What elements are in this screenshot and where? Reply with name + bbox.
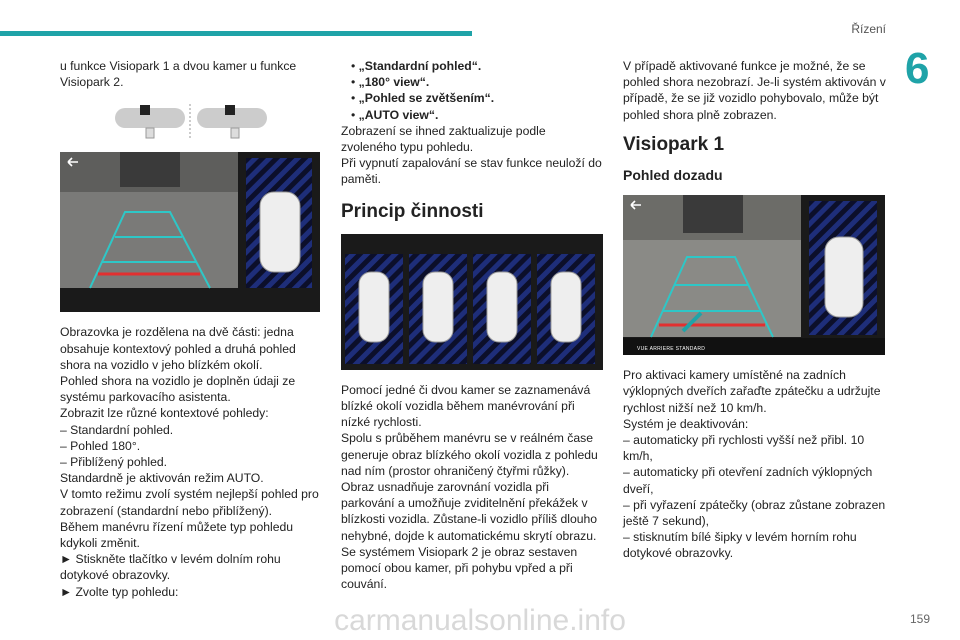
- column-3: V případě aktivované funkce je možné, že se pohled shora nezobrazí. Je-li systém aktivován v případě, že se již vozidlo pohybovalo, může být pohled shora plně zobrazen. Visiopark 1 Pohled dozadu VUE ARRIERE STANDARD Pro aktivaci kamery umístěné na zadních výklopných dveřích zařaďte zpátečku a udržujte rychlost nižší než 10 km/h. Systém je deaktivován: – automaticky při rychlosti vyšší než přibl. 10 km/h, – automaticky při otevření zadních výklopných dveří, – při vyřazení zpátečky (obraz zůstane zobrazen ještě 7 sekund), – stisknutím bílé šipky v levém horním rohu dotykové obrazovky.: [623, 58, 893, 562]
- section-label: Řízení: [851, 22, 886, 36]
- view-mode-button[interactable]: VUE ARRIERE STANDARD: [637, 346, 706, 353]
- intro-text: u funkce Visiopark 1 a dvou kamer u funkce Visiopark 2.: [60, 59, 297, 90]
- mirror-right-icon: [197, 105, 267, 138]
- watermark: carmanualsonline.info: [334, 604, 626, 637]
- bullet-standard: • „Standardní pohled“.: [351, 59, 482, 73]
- mirror-icons-illustration: [60, 102, 320, 142]
- page-number: 159: [909, 612, 930, 626]
- chapter-number: 6: [905, 44, 930, 93]
- rear-camera-screen: [623, 195, 885, 355]
- bullet-zoom: • „Pohled se zvětšením“.: [351, 91, 495, 106]
- subheading-rear-view: Pohled dozadu: [623, 167, 723, 184]
- col1-body: Obrazovka je rozdělena na dvě části: jedna obsahuje kontextový pohled a druhá pohled shora na vozidlo v jeho blízkém okolí. Pohled shora na vozidlo je doplněn údaji ze systému parkovacího asistenta. Zobrazit lze různé kontextové pohledy: – Standardní pohled. – Pohled 180°. – Přiblížený pohled. Standardně je aktivován režim AUTO. V tomto režimu zvolí systém nejlepší pohled pro zobrazení (standardní nebo přiblížený). Během manévru řízení můžete typ pohledu kdykoli změnit. ► Stiskněte tlačítko v levém dolním rohu dotykové obrazovky. ► Zvolte typ pohledu:: [60, 325, 319, 599]
- intro-text: V případě aktivované funkce je možné, že se pohled shora nezobrazí. Je-li systém aktivován v případě, že se již vozidlo pohybovalo, může být pohled shora plně zobrazen.: [623, 59, 886, 122]
- bullet-auto: • „AUTO view“.: [351, 107, 439, 122]
- column-1: [60, 58, 320, 600]
- heading-visiopark1: Visiopark 1: [623, 133, 725, 155]
- camera-screen-split: [60, 152, 320, 312]
- heading-principle: Princip činnosti: [341, 200, 484, 222]
- column-2: • „Standardní pohled“. • „180° view“. • „Pohled se zvětšením“. • „AUTO view“. Zobrazení se ihned zaktualizuje podle zvoleného typu pohledu. Při vypnutí zapalování se stav funkce neuloží do paměti. Princip činnosti Pomocí jedné či dvou kamer se zaznamenává blízké okolí vozidla během manévrování při nízké rychlosti. Spolu s průběhem manévru se v reálném čase generuje obraz blízkého okolí vozidla z pohledu nad ním (prostor ohraničený čtyřmi růžky). Obraz usnadňuje zarovnání vozidla při parkování a umožňuje zviditelnění překážek v blízkosti vozidla. Zůstane-li vozidlo příliš dlouho nehybné, dojde k automatickému skrytí obrazu. Se systémem Visiopark 2 je obraz sestaven pomocí obou kamer, při pohybu vpřed a při couvání.: [341, 59, 602, 592]
- topview-sequence-image: [341, 234, 603, 370]
- bullet-180: • „180° view“.: [351, 75, 430, 90]
- header-bar: [0, 31, 472, 36]
- mirror-left-icon: [115, 105, 185, 138]
